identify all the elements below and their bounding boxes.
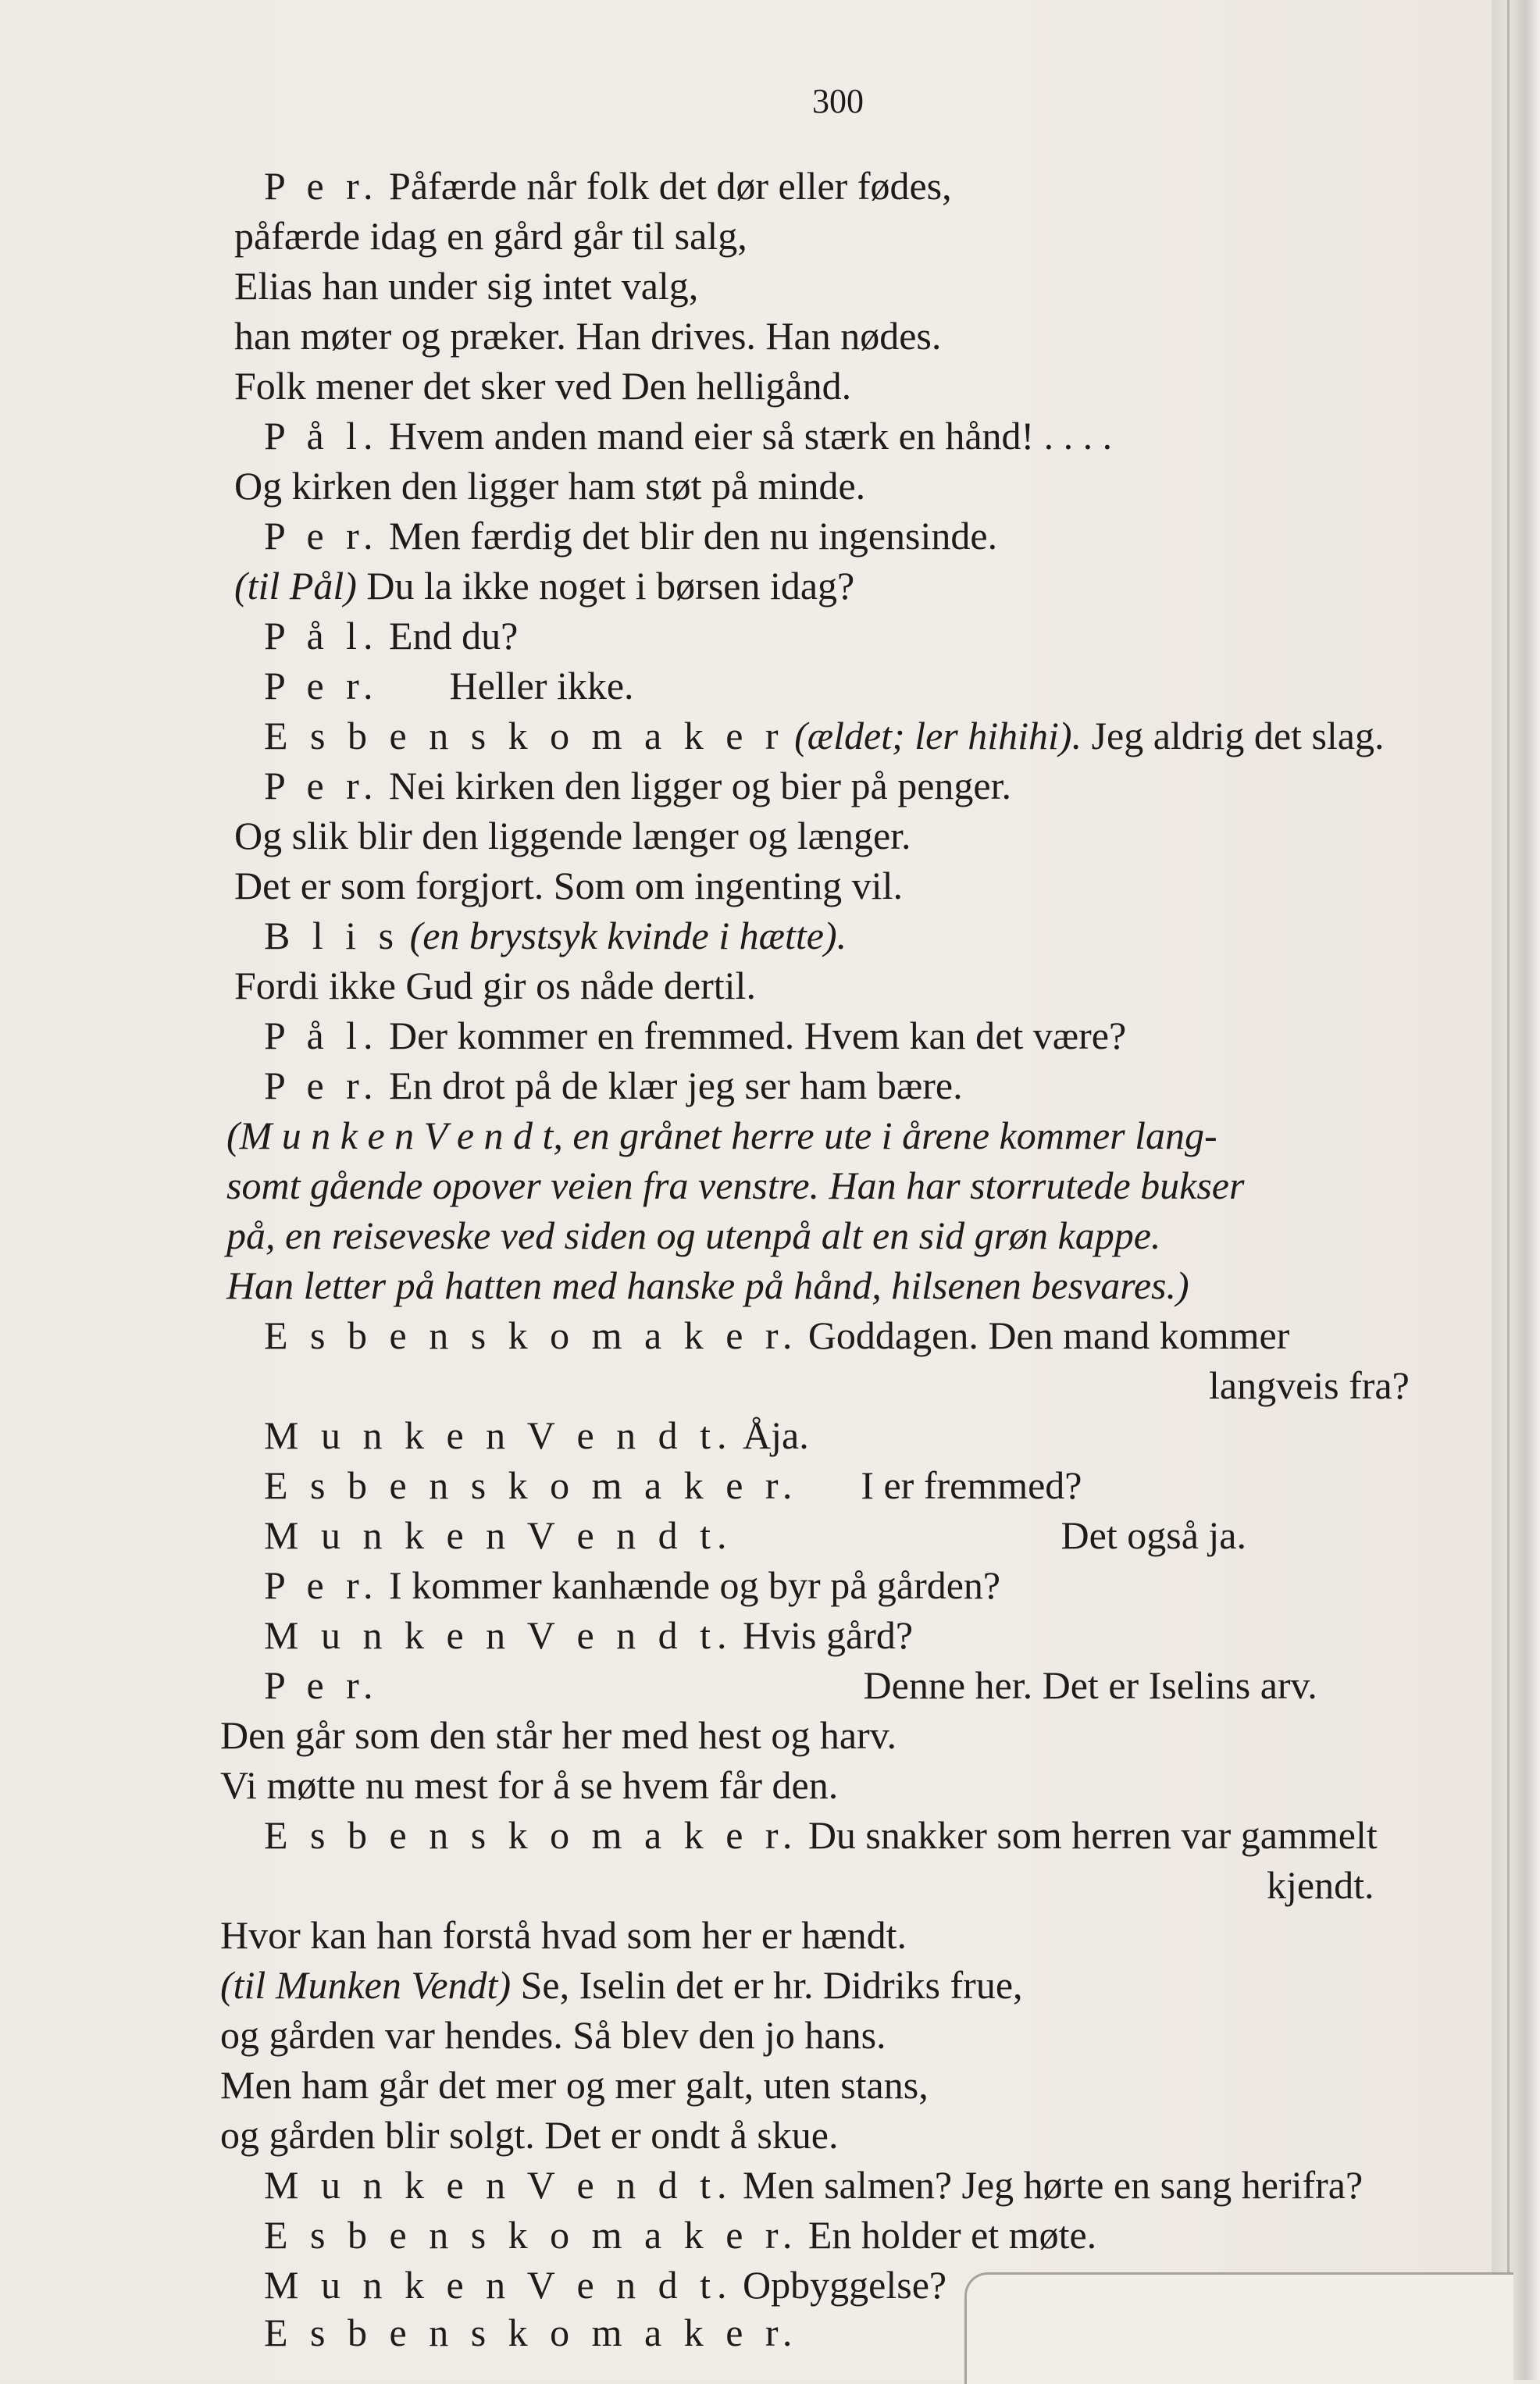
text-line: [264, 1064, 963, 1107]
text-line: [264, 2214, 1096, 2257]
line-text: Denne her. Det er Iselins arv.: [863, 1663, 1317, 1707]
page-number: 300: [812, 82, 864, 120]
speaker-name: M u n k e n V e n d t.: [264, 2163, 733, 2207]
speaker-name: M u n k e n V e n d t.: [264, 1613, 733, 1657]
stage-direction: (en brystsyk kvinde i hætte).: [400, 914, 847, 957]
line-text: En drot på de klær jeg ser ham bære.: [379, 1064, 963, 1107]
speaker-name: E s b e n s k o m a k e r: [264, 714, 785, 757]
stage-direction: (til Munken Vendt): [220, 1963, 512, 2007]
line-text: Se, Iselin det er hr. Didriks frue,: [511, 1963, 1023, 2007]
text-line: [220, 1764, 838, 1807]
text-line: [220, 1714, 897, 1757]
line-text: Vi møtte nu mest for å se hvem får den.: [220, 1763, 839, 1807]
line-text: Hvis gård?: [733, 1613, 914, 1657]
text-line: [234, 365, 851, 408]
text-line: [264, 1014, 1126, 1057]
text-line: [264, 665, 634, 707]
speaker-name: P e r.: [264, 514, 380, 558]
line-text: Der kommer en fremmed. Hvem kan det være?: [379, 1014, 1127, 1057]
line-text: Men salmen? Jeg hørte en sang herifra?: [733, 2163, 1364, 2207]
text-line: [264, 1614, 913, 1657]
stage-direction-line: [226, 1214, 1160, 1257]
speaker-name: E s b e n s k o m a k e r.: [264, 2311, 799, 2354]
text-line: [264, 1414, 809, 1457]
text-line: [264, 1464, 1082, 1507]
text-line: [264, 415, 1112, 458]
line-text: påfærde idag en gård går til salg,: [234, 214, 747, 258]
text-line: [234, 964, 756, 1007]
text-line: [264, 515, 997, 558]
text-line: [220, 2014, 886, 2057]
line-text: Jeg aldrig det slag.: [1082, 714, 1385, 757]
page-tab-outline: [964, 2272, 1513, 2384]
line-text: Men ham går det mer og mer galt, uten stans,: [220, 2063, 929, 2107]
line-text: kjendt.: [1267, 1863, 1374, 1907]
page-edge: [1492, 0, 1540, 2380]
stage-direction: (til Pål): [234, 564, 357, 608]
speaker-name: E s b e n s k o m a k e r.: [264, 2213, 799, 2257]
stage-direction-line: [226, 1264, 1189, 1307]
text-line: [234, 565, 854, 608]
line-text: Åja.: [733, 1413, 809, 1457]
line-text: Goddagen. Den mand kommer: [798, 1313, 1290, 1357]
line-text: Hvem anden mand eier så stærk en hånd! . . . .: [379, 414, 1113, 458]
line-text: Men færdig det blir den nu ingensinde.: [379, 514, 998, 558]
stage-direction: Han letter på hatten med hanske på hånd, hilsenen besvares.): [226, 1263, 1189, 1307]
line-text: Du la ikke noget i børsen idag?: [356, 564, 855, 608]
line-text: En holder et møte.: [798, 2213, 1097, 2257]
speaker-name: B l i s: [264, 914, 401, 957]
line-text: Fordi ikke Gud gir os nåde dertil.: [234, 964, 756, 1007]
text-line: [264, 1664, 1317, 1707]
line-text: Og slik blir den liggende længer og længer.: [234, 814, 911, 857]
text-line: [220, 1964, 1023, 2007]
text-line: [220, 2064, 929, 2107]
stage-direction-line: [226, 1164, 1244, 1207]
line-text: Heller ikke.: [449, 664, 634, 707]
stage-direction: (M u n k e n V e n d t, en grånet herre ute i årene kommer lang-: [226, 1114, 1217, 1157]
line-text: han møter og præker. Han drives. Han nødes.: [234, 314, 942, 358]
speaker-name: P e r.: [264, 1663, 380, 1707]
line-text: Og kirken den ligger ham støt på minde.: [234, 464, 866, 508]
speaker-name: P e r.: [264, 664, 380, 707]
line-text: Påfærde når folk det dør eller fødes,: [379, 164, 952, 208]
line-text: Elias han under sig intet valg,: [234, 264, 699, 308]
stage-direction: somt gående opover veien fra venstre. Han har storrutede bukser: [226, 1163, 1245, 1207]
text-line: [264, 2164, 1363, 2207]
text-line: [1267, 1864, 1374, 1907]
text-line: [220, 2114, 838, 2157]
text-line: [234, 315, 941, 358]
line-text: End du?: [379, 614, 519, 657]
text-line: [264, 1564, 1000, 1607]
speaker-name: E s b e n s k o m a k e r.: [264, 1813, 799, 1857]
speaker-name: E s b e n s k o m a k e r.: [264, 1463, 799, 1507]
text-line: [264, 714, 1384, 757]
line-text: Du snakker som herren var gammelt: [798, 1813, 1378, 1857]
line-text: I er fremmed?: [861, 1463, 1082, 1507]
text-line: [220, 1914, 907, 1957]
speaker-name: M u n k e n V e n d t.: [264, 1513, 733, 1557]
line-text: Opbyggelse?: [733, 2263, 947, 2307]
speaker-name: P å l.: [264, 1014, 380, 1057]
speaker-name: P e r.: [264, 764, 380, 807]
text-line: [264, 1514, 1246, 1557]
text-line: [234, 814, 911, 857]
text-line: [234, 465, 865, 508]
speaker-name: P e r.: [264, 1064, 380, 1107]
line-text: langveis fra?: [1209, 1363, 1410, 1407]
text-line: [264, 764, 1011, 807]
line-text: og gården blir solgt. Det er ondt å skue.: [220, 2113, 839, 2157]
line-text: Den går som den står her med hest og harv.: [220, 1713, 897, 1757]
text-line: [264, 2264, 946, 2307]
speaker-name: P å l.: [264, 414, 380, 458]
line-text: Folk mener det sker ved Den helligånd.: [234, 364, 852, 408]
speaker-name: P å l.: [264, 614, 380, 657]
text-line: [234, 215, 747, 258]
stage-direction-line: [226, 1114, 1217, 1157]
page-edge-divider: [1507, 0, 1510, 2380]
speaker-name: E s b e n s k o m a k e r.: [264, 1313, 799, 1357]
line-text: og gården var hendes. Så blev den jo hans.: [220, 2013, 886, 2057]
line-text: Det er som forgjort. Som om ingenting vil.: [234, 864, 903, 907]
line-text: Det også ja.: [1061, 1513, 1246, 1557]
speaker-name: M u n k e n V e n d t.: [264, 1413, 733, 1457]
stage-direction: (ældet; ler hihihi).: [784, 714, 1082, 757]
text-line: [264, 914, 847, 957]
text-line: [234, 265, 698, 308]
text-line: [1209, 1364, 1410, 1407]
line-text: I kommer kanhænde og byr på gården?: [379, 1563, 1001, 1607]
text-line: [264, 1814, 1378, 1857]
line-text: Hvor kan han forstå hvad som her er hændt.: [220, 1913, 907, 1957]
text-line: [264, 1314, 1289, 1357]
text-line: [234, 864, 903, 907]
speaker-name: P e r.: [264, 164, 380, 208]
text-line: [264, 615, 518, 657]
line-text: Nei kirken den ligger og bier på penger.: [379, 764, 1011, 807]
speaker-name: P e r.: [264, 1563, 380, 1607]
speaker-name: M u n k e n V e n d t.: [264, 2263, 733, 2307]
stage-direction: på, en reiseveske ved siden og utenpå alt en sid grøn kappe.: [226, 1213, 1161, 1257]
text-line: [264, 165, 952, 208]
